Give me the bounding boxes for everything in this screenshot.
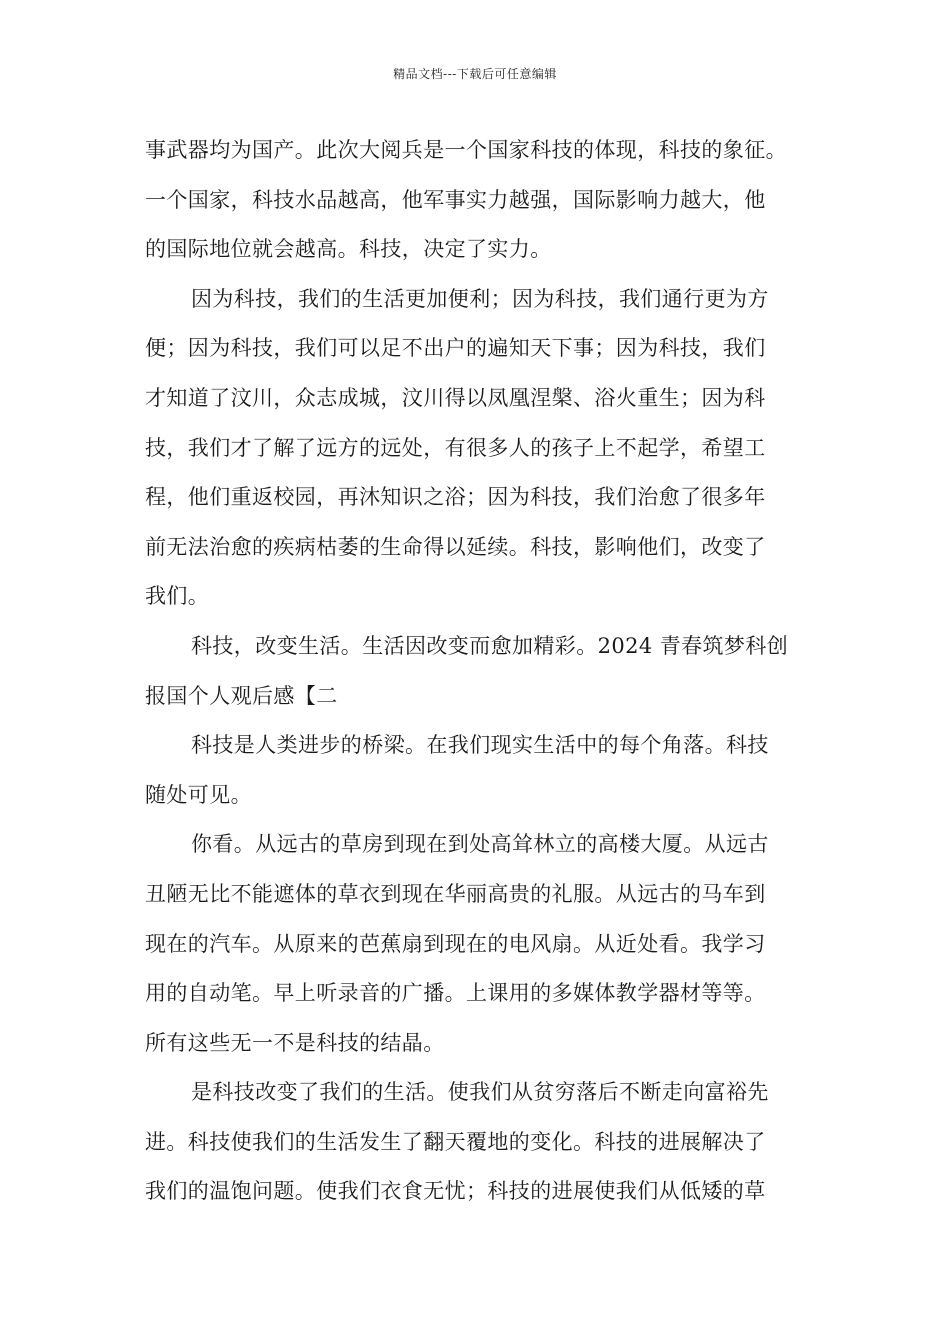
text-line: 我们。 — [145, 584, 210, 609]
text-line: 便；因为科技，我们可以足不出户的遍知天下事；因为科技，我们 — [145, 336, 766, 361]
text-line: 前无法治愈的疾病枯萎的生命得以延续。科技，影响他们，改变了 — [145, 534, 766, 559]
text-line: 随处可见。 — [145, 782, 252, 807]
text-line: 的国际地位就会越高。科技，决定了实力。 — [145, 237, 552, 262]
text-line: 现在的汽车。从原来的芭蕉扇到现在的电风扇。从近处看。我学习 — [145, 931, 766, 956]
paragraph-first-line: 你看。从远古的草房到现在到处高耸林立的高楼大厦。从远古 — [191, 832, 769, 857]
text-line: 所有这些无一不是科技的结晶。 — [145, 1030, 445, 1055]
text-line: 用的自动笔。早上听录音的广播。上课用的多媒体教学器材等等。 — [145, 981, 766, 1006]
paragraph-first-line: 科技，改变生活。生活因改变而愈加精彩。2024 青春筑梦科创 — [191, 633, 789, 658]
text-line: 技，我们才了解了远方的远处，有很多人的孩子上不起学，希望工 — [145, 435, 766, 460]
document-body — [145, 126, 810, 1217]
paragraph-first-line: 科技是人类进步的桥梁。在我们现实生活中的每个角落。科技 — [191, 733, 769, 758]
text-line: 我们的温饱问题。使我们衣食无忧；科技的进展使我们从低矮的草 — [145, 1179, 766, 1204]
text-line: 进。科技使我们的生活发生了翻天覆地的变化。科技的进展解决了 — [145, 1129, 766, 1154]
text-line: 丑陋无比不能遮体的草衣到现在华丽高贵的礼服。从远古的马车到 — [145, 881, 766, 906]
text-line: 事武器均为国产。此次大阅兵是一个国家科技的体现，科技的象征。 — [145, 138, 787, 162]
text-line: 一个国家，科技水品越高，他军事实力越强，国际影响力越大，他 — [145, 187, 766, 212]
text-line: 才知道了汶川，众志成城，汶川得以凤凰涅槃、浴火重生；因为科 — [145, 385, 766, 410]
paragraph-first-line: 是科技改变了我们的生活。使我们从贫穷落后不断走向富裕先 — [191, 1080, 769, 1105]
page-header: 精品文档---下载后可任意编辑 — [393, 67, 557, 81]
text-line: 程，他们重返校园，再沐知识之浴；因为科技，我们治愈了很多年 — [145, 485, 766, 510]
paragraph-first-line: 因为科技，我们的生活更加便利；因为科技，我们通行更为方 — [191, 286, 769, 311]
text-line: 报国个人观后感【二 — [145, 683, 338, 708]
